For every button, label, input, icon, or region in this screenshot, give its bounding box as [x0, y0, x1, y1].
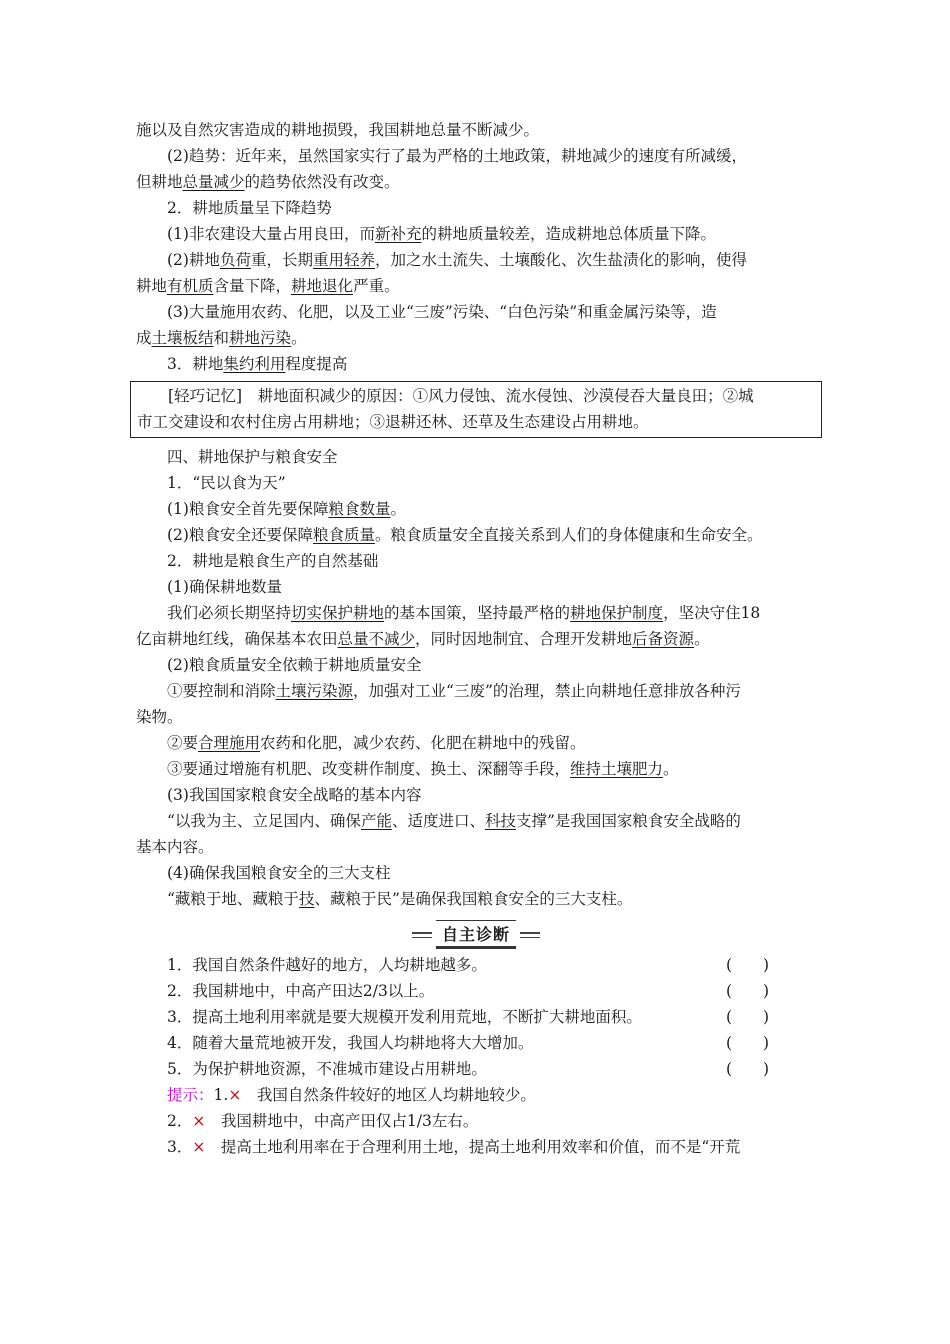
paragraph — [136, 325, 816, 351]
question-item — [136, 952, 816, 978]
paragraph — [136, 756, 816, 782]
answer-blank: ( ) — [726, 982, 770, 1000]
hint-item — [136, 1108, 816, 1134]
hint-number: 2． — [167, 1112, 193, 1130]
wrong-mark-icon: × — [228, 1086, 242, 1104]
underlined-keyword: 粮食数量 — [328, 500, 391, 518]
paragraph — [136, 444, 816, 470]
text-run: 。 — [291, 329, 307, 347]
paragraph — [136, 730, 816, 756]
text-run: 施以及自然灾害造成的耕地损毁，我国耕地总量不断减少。 — [136, 121, 540, 139]
text-run: 和 — [213, 329, 230, 347]
question-list — [136, 952, 816, 1082]
text-run: 2．耕地质量呈下降趋势 — [167, 199, 332, 217]
underlined-keyword: 科技 — [484, 812, 516, 830]
paragraph — [136, 195, 816, 221]
text-run: 亿亩耕地红线，确保基本农田 — [136, 630, 338, 648]
underlined-keyword: 负荷 — [219, 251, 251, 269]
text-run: 。粮食质量安全直接关系到人们的身体健康和生命安全。 — [374, 526, 763, 544]
text-run: 我们必须长期坚持 — [167, 604, 292, 622]
hint-text: 我国耕地中，中高产田仅占1/3左右。 — [205, 1112, 479, 1130]
underlined-keyword: 技 — [298, 890, 315, 908]
text-run: 支撑”是我国国家粮食安全战略的 — [515, 812, 741, 830]
hint-list — [136, 1082, 816, 1160]
underlined-keyword: 土壤污染源 — [275, 682, 354, 700]
answer-blank: ( ) — [726, 1034, 770, 1052]
paragraph — [136, 834, 816, 860]
text-run: ，坚决守住18 — [663, 604, 761, 622]
underlined-keyword: 切实保护耕地 — [291, 604, 385, 622]
paragraph — [136, 574, 816, 600]
text-run: (3)我国国家粮食安全战略的基本内容 — [167, 786, 422, 804]
text-run: 2．耕地是粮食生产的自然基础 — [167, 552, 379, 570]
text-run: (1)粮食安全首先要保障 — [167, 500, 329, 518]
hint-number: 3． — [167, 1138, 193, 1156]
text-run: 含量下降， — [213, 277, 292, 295]
memory-tip-box — [130, 381, 822, 438]
text-run: 1．“民以食为天” — [167, 474, 286, 492]
text-run: 耕地 — [136, 277, 168, 295]
text-run: 。 — [390, 500, 406, 518]
paragraph — [136, 470, 816, 496]
paragraph — [136, 782, 816, 808]
banner-right-bar — [520, 932, 540, 938]
text-run: (1)确保耕地数量 — [167, 578, 282, 596]
text-run: 、适度进口、 — [391, 812, 485, 830]
text-run: 成 — [136, 329, 152, 347]
wrong-mark-icon: × — [192, 1112, 206, 1130]
wrong-mark-icon: × — [192, 1138, 206, 1156]
paragraph — [136, 860, 816, 886]
self-diagnosis-banner — [136, 920, 816, 946]
underlined-keyword: 有机质 — [167, 277, 214, 295]
memory-tip-line-2: 市工交建设和农村住房占用耕地；③退耕还林、还草及生态建设占用耕地。 — [137, 413, 649, 431]
text-run: 。 — [663, 760, 679, 778]
text-run: (3)大量施用农药、化肥，以及工业“三废”污染、“白色污染”和重金属污染等，造 — [167, 303, 717, 321]
text-run: ，加之水土流失、土壤酸化、次生盐渍化的影响，使得 — [375, 251, 748, 269]
underlined-keyword: 合理施用 — [198, 734, 261, 752]
paragraph — [136, 299, 816, 325]
question-text: 5．为保护耕地资源，不准城市建设占用耕地。 — [167, 1060, 487, 1078]
text-run: 重，长期 — [250, 251, 313, 269]
text-run: 3．耕地 — [167, 355, 224, 373]
text-run: 四、耕地保护与粮食安全 — [167, 448, 338, 466]
text-run: (2)耕地 — [167, 251, 220, 269]
text-run: (2)粮食安全还要保障 — [167, 526, 313, 544]
paragraph — [136, 351, 816, 377]
question-item — [136, 1004, 816, 1030]
paragraph — [136, 704, 816, 730]
paragraph — [136, 886, 816, 912]
underlined-keyword: 耕地保护制度 — [570, 604, 664, 622]
text-run: (2)趋势：近年来，虽然国家实行了最为严格的土地政策，耕地减少的速度有所减缓， — [167, 147, 747, 165]
question-text: 4．随着大量荒地被开发，我国人均耕地将大大增加。 — [167, 1034, 534, 1052]
text-run: 农药和化肥，减少农药、化肥在耕地中的残留。 — [260, 734, 586, 752]
underlined-keyword: 总量减少 — [182, 173, 245, 191]
text-run: 基本内容。 — [136, 838, 214, 856]
underlined-keyword: 维持土壤肥力 — [570, 760, 664, 778]
paragraph — [136, 652, 816, 678]
paragraph — [136, 117, 816, 143]
underlined-keyword: 总量不减少 — [337, 630, 416, 648]
answer-blank: ( ) — [726, 956, 770, 974]
underlined-keyword: 产能 — [360, 812, 392, 830]
hint-number: 1. — [213, 1086, 229, 1104]
question-text: 3．提高土地利用率就是要大规模开发利用荒地，不断扩大耕地面积。 — [167, 1008, 642, 1026]
underlined-keyword: 重用 — [313, 251, 345, 269]
question-text: 1．我国自然条件越好的地方，人均耕地越多。 — [167, 956, 487, 974]
banner-label: 自主诊断 — [436, 920, 516, 949]
paragraph — [136, 143, 816, 169]
hint-item — [136, 1082, 816, 1108]
hint-text: 我国自然条件较好的地区人均耕地较少。 — [241, 1086, 536, 1104]
paragraph — [136, 221, 816, 247]
hint-item — [136, 1134, 816, 1160]
text-run: 的基本国策，坚持最严格的 — [384, 604, 571, 622]
text-run: 、藏粮于民”是确保我国粮食安全的三大支柱。 — [314, 890, 633, 908]
paragraph — [136, 600, 816, 626]
paragraph — [136, 273, 816, 299]
text-run: 染物。 — [136, 708, 183, 726]
underlined-keyword: 粮食质量 — [312, 526, 375, 544]
paragraph — [136, 626, 816, 652]
section-food-security — [136, 444, 816, 912]
paragraph — [136, 522, 816, 548]
paragraph — [136, 808, 816, 834]
text-run: 但耕地 — [136, 173, 183, 191]
memory-tip-line-1: [轻巧记忆] 耕地面积减少的原因：①风力侵蚀、流水侵蚀、沙漠侵吞大量良田；②城 — [168, 387, 754, 405]
text-run: 的趋势依然没有改变。 — [244, 173, 400, 191]
answer-blank: ( ) — [726, 1060, 770, 1078]
text-run: ，同时因地制宜、合理开发耕地 — [415, 630, 633, 648]
underlined-keyword: 耕地污染 — [229, 329, 292, 347]
paragraph — [136, 548, 816, 574]
underlined-keyword: 新补充 — [374, 225, 422, 243]
question-text: 2．我国耕地中，中高产田达2/3以上。 — [167, 982, 435, 1000]
text-run: 的耕地质量较差，造成耕地总体质量下降。 — [421, 225, 716, 243]
text-run: 程度提高 — [285, 355, 348, 373]
text-run: (2)粮食质量安全依赖于耕地质量安全 — [167, 656, 422, 674]
text-run: “以我为主、立足国内、确保 — [167, 812, 361, 830]
banner-left-bar — [412, 932, 432, 938]
document-body — [136, 117, 816, 1160]
text-run: (4)确保我国粮食安全的三大支柱 — [167, 864, 391, 882]
text-run: ，加强对工业“三废”的治理，禁止向耕地任意排放各种污 — [353, 682, 741, 700]
paragraph — [136, 169, 816, 195]
text-run: (1)非农建设大量占用良田，而 — [167, 225, 375, 243]
paragraph — [136, 678, 816, 704]
underlined-keyword: 集约利用 — [223, 355, 286, 373]
hint-text: 提高土地利用率在于合理利用土地，提高土地利用效率和价值，而不是“开荒 — [205, 1138, 741, 1156]
text-run: ③要通过增施有机肥、改变耕作制度、换土、深翻等手段， — [167, 760, 571, 778]
question-item — [136, 978, 816, 1004]
paragraph — [136, 247, 816, 273]
text-run: 。 — [694, 630, 710, 648]
hint-label: 提示： — [167, 1086, 214, 1104]
text-run: “藏粮于地、藏粮于 — [167, 890, 299, 908]
answer-blank: ( ) — [726, 1008, 770, 1026]
underlined-keyword: 耕地退化 — [291, 277, 354, 295]
underlined-keyword: 后备资源 — [632, 630, 695, 648]
section-farmland-decline — [136, 117, 816, 377]
underlined-keyword: 轻养 — [344, 251, 376, 269]
text-run: 严重。 — [353, 277, 400, 295]
text-run: ①要控制和消除 — [167, 682, 276, 700]
underlined-keyword: 土壤板结 — [151, 329, 214, 347]
text-run: ②要 — [167, 734, 199, 752]
question-item — [136, 1030, 816, 1056]
paragraph — [136, 496, 816, 522]
question-item — [136, 1056, 816, 1082]
